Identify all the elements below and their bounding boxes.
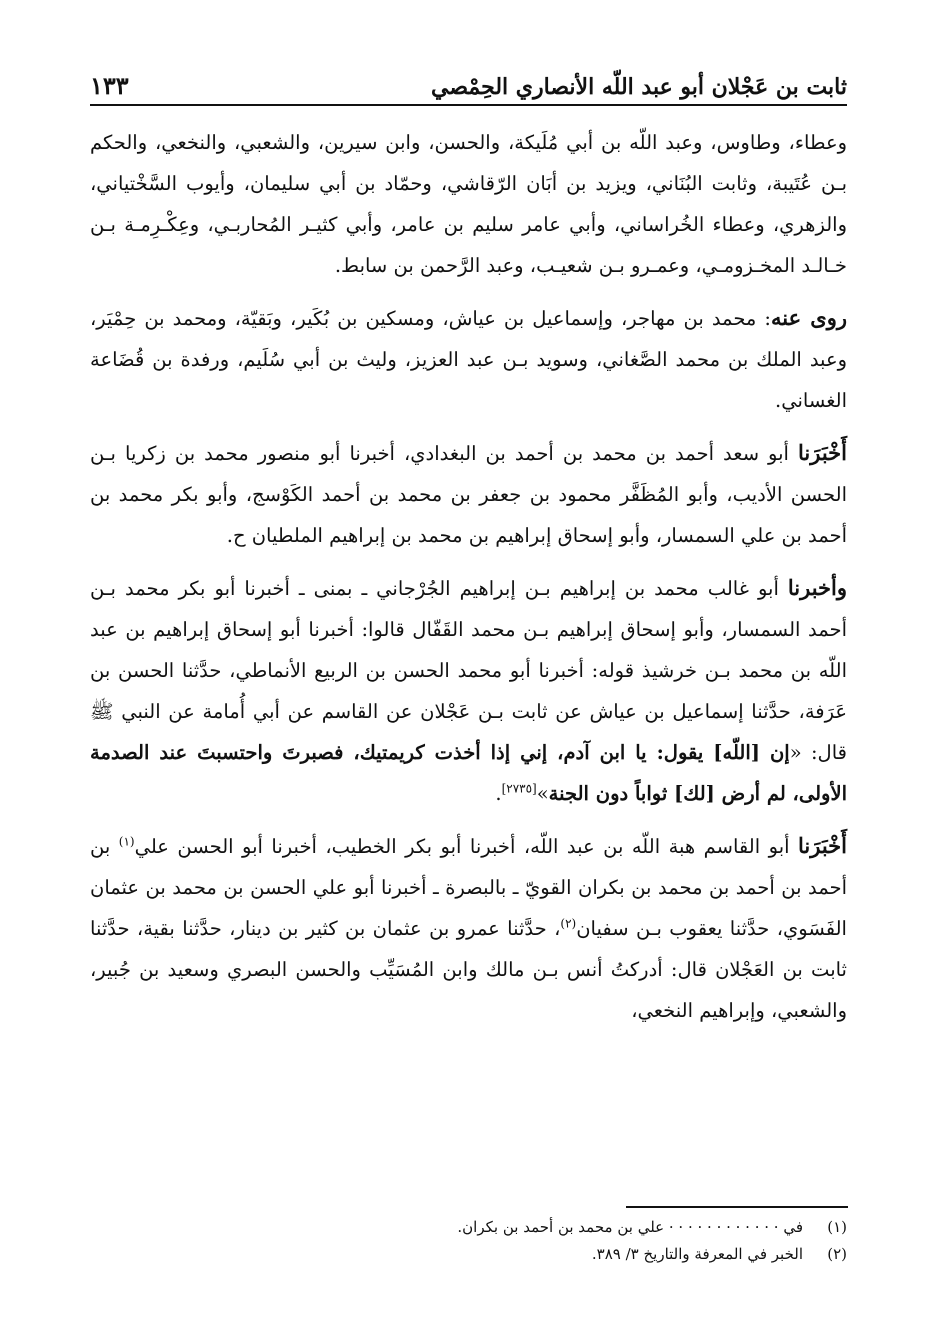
paragraph-text: أبو القاسم هبة اللّه بن عبد اللّه، أخبرنا أبو بكر الخطيب، أخبرنا أبو الحسن علي — [134, 835, 799, 858]
paragraph-isnad-3 — [90, 825, 847, 1031]
footnote-text: في · · · · · · · · · · · · علي بن محمد بن أحمد بن بكران. — [457, 1218, 803, 1236]
paragraph-text: أبو غالب محمد بن إبراهيم بـن إبراهيم الجُرْجاني ـ بمنى ـ أخبرنا أبو بكر محمد بـن أحمد السمسار، وأبو إسحاق إبراهيم بـن محمد القَفّال قالوا: أخبرنا أبو إسحاق إبراهيم بن عبد اللّه بن محمد بـن خرشيذ قوله: أخبرنا أبو محمد الحسن بن الربيع الأنماطي، حدَّثنا الحسن بن عَرَفة، حدَّثنا إسماعيل بن عياش عن ثابت بـن عَجْلان عن القاسم عن أبي أُمامة عن النبي ﷺ قال: « — [90, 577, 847, 764]
paragraph-narrators — [90, 297, 847, 421]
paragraph-end: . — [495, 782, 502, 805]
footnote-item — [90, 1214, 847, 1241]
footnotes — [90, 1214, 847, 1268]
footnote-number: (١) — [827, 1218, 847, 1236]
footnote-item — [90, 1241, 847, 1268]
quote-close: » — [536, 782, 549, 805]
footnote-number: (٢) — [827, 1245, 847, 1263]
paragraph-lead: أَخْبَرَنا — [798, 833, 847, 858]
footnote-text: الخبر في المعرفة والتاريخ ٣/ ٣٨٩. — [591, 1245, 803, 1263]
paragraph-text: بن أحمد بن أحمد بن محمد بن بكران القويّ ـ بالبصرة ـ أخبرنا أبو علي الحسن بن محمد بن عثمان الفَسَوي، حدَّثنا يعقوب بـن سفيان — [90, 835, 847, 940]
paragraph-isnad-2 — [90, 567, 847, 814]
main-text — [90, 122, 847, 1042]
running-header — [90, 54, 847, 106]
footnote-marker[interactable]: (١) — [118, 834, 135, 849]
paragraph-text: : محمد بن مهاجر، وإسماعيل بن عياش، ومسكين بن بُكَير، وبَقيّة، ومحمد بن حِمْيَر، وعبد الملك بن محمد الصَّغاني، وسويد بـن عبد العزيز، وليث بن أبي سُلَيم، ورفدة بن قُضَاعة الغساني. — [90, 307, 847, 412]
paragraph-lead: روى عنه — [771, 305, 848, 330]
hadith-reference: [٢٧٣٥] — [501, 781, 537, 796]
hadith-text: إن [اللّه] يقول: يا ابن آدم، إني إذا أخذت كريمتيك، فصبرتَ واحتسبتَ عند الصدمة الأولى، لم أرض [لك] ثواباً دون الجنة — [90, 741, 847, 805]
paragraph-text: وعطاء، وطاوس، وعبد اللّه بن أبي مُلَيكة، والحسن، وابن سيرين، والشعبي، والنخعي، والحكم بـن عُتَيبة، وثابت البُنَاني، ويزيد بن أبَان الرّقاشي، وحمّاد بن أبي سليمان، وأيوب السَّخْتياني، والزهري، وعطاء الخُراساني، وأبي عامر سليم بن عامر، وأبي كثيـر المُحاربـي، وعِكْـرِمـة بـن خـالـد المخـزومـي، وعمـرو بـن شعيـب، وعبد الرَّحمن بن سابط. — [90, 131, 847, 277]
paragraph-text: أبو سعد أحمد بن محمد بن أحمد بن البغدادي، أخبرنا أبو منصور محمد بن زكريا بـن الحسن الأديب، وأبو المُظَفَّر محمود بن جعفر بن محمد بن أحمد الكَوْسج، وأبو بكر محمد بن أحمد بن علي السمسار، وأبو إسحاق إبراهيم بن محمد بن إبراهيم الملطيان ح. — [90, 442, 847, 547]
footnote-marker[interactable]: (٢) — [560, 916, 577, 931]
paragraph-lead: أَخْبَرَنا — [798, 440, 847, 465]
footnote-divider — [626, 1206, 848, 1208]
paragraph-text: ، حدَّثنا عمرو بن عثمان بن كثير بن دينار، حدَّثنا بقية، حدَّثنا ثابت بن العَجْلان قال: أدركتُ أنس بـن مالك وابن المُسَيِّب والحسن البصري وسعيد بن جُبير، والشعبي، وإبراهيم النخعي، — [90, 917, 847, 1022]
paragraph-lead: وأخبرنا — [787, 575, 847, 600]
page-number: ١٣٣ — [90, 71, 129, 100]
paragraph-isnad-1 — [90, 432, 847, 556]
paragraph-teachers — [90, 122, 847, 286]
running-title: ثابت بن عَجْلان أبو عبد اللّه الأنصاري الحِمْصي — [430, 74, 847, 100]
